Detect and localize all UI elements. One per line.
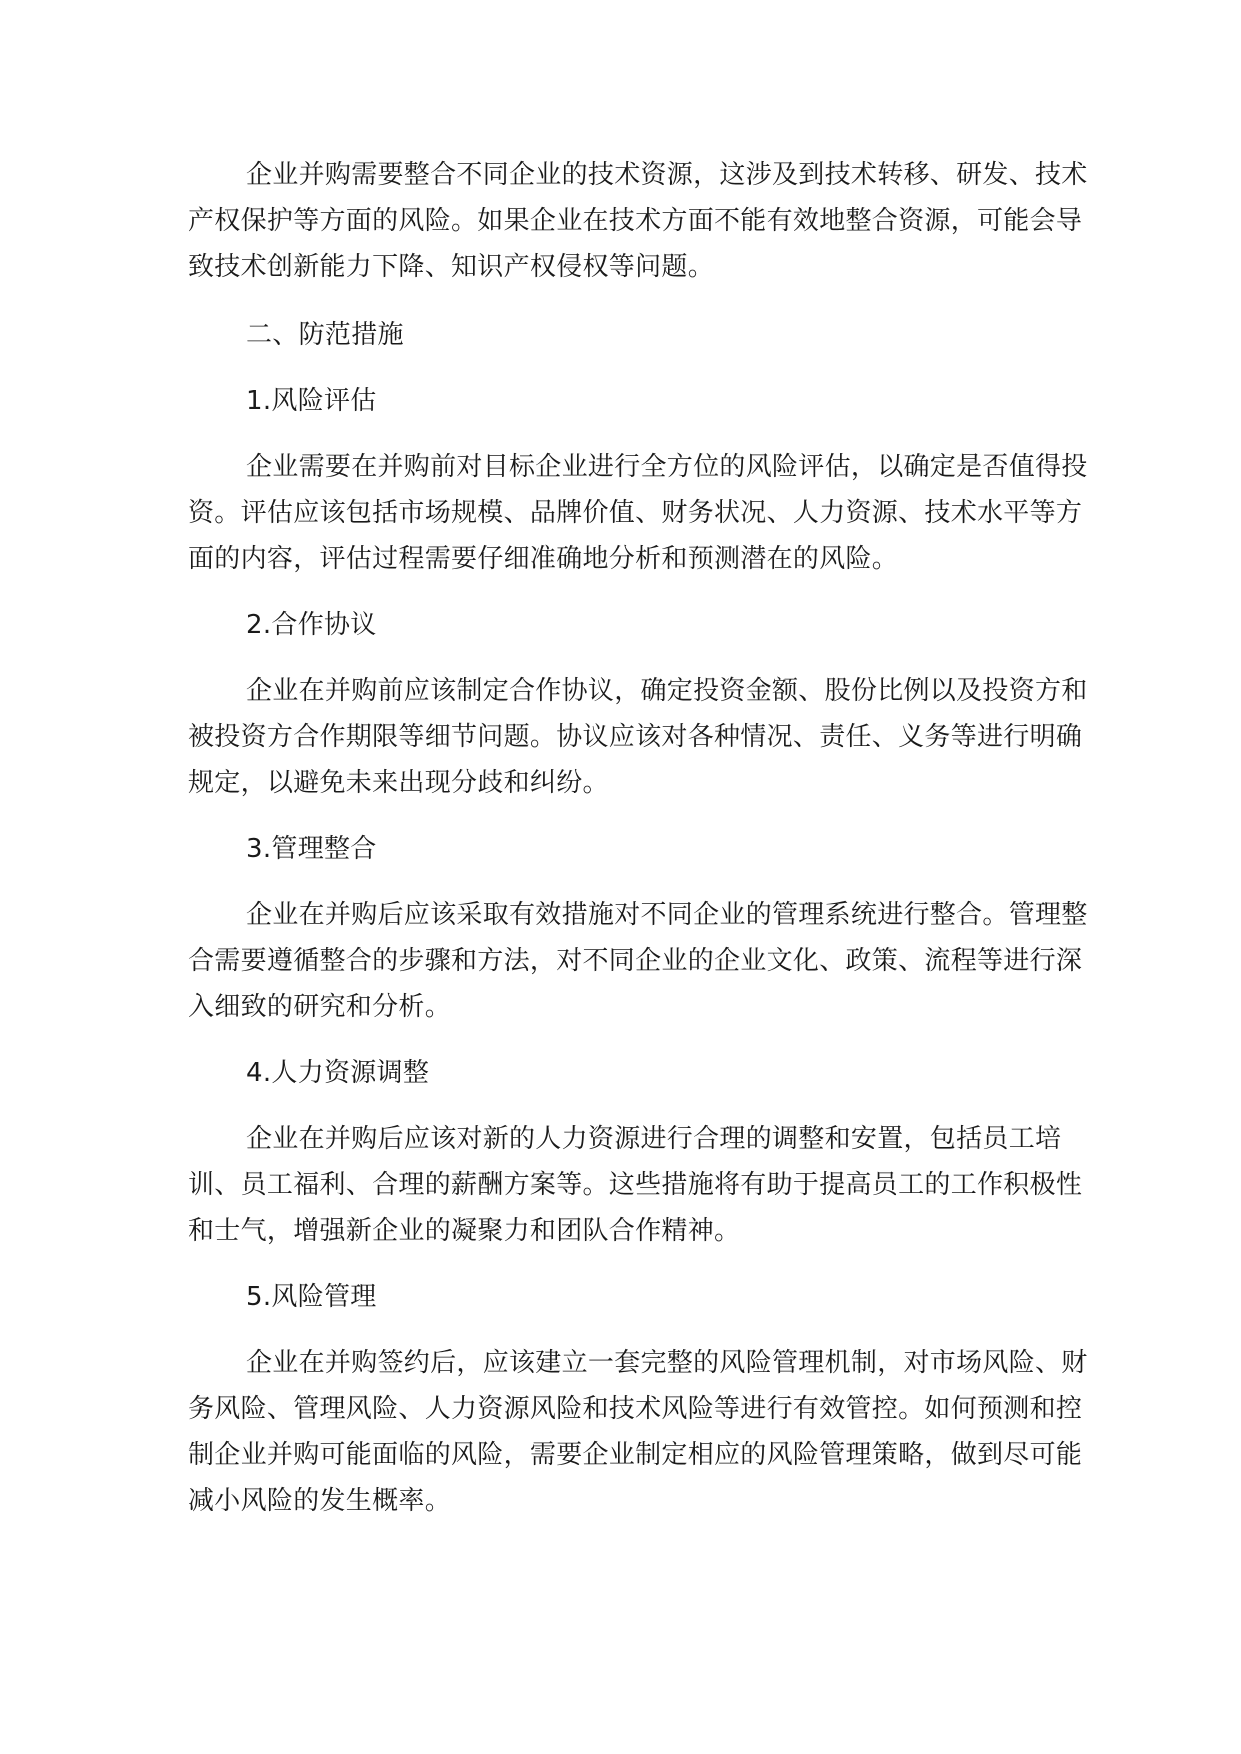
document-page: [188, 152, 1088, 1524]
paragraph-tech-integration-risk: 企业并购需要整合不同企业的技术资源，这涉及到技术转移、研发、技术产权保护等方面的风险。如果企业在技术方面不能有效地整合资源，可能会导致技术创新能力下降、知识产权侵权等问题。: [188, 160, 1088, 282]
subheading-management-integration: 3.管理整合: [246, 834, 377, 864]
paragraph-risk-management: 企业在并购签约后，应该建立一套完整的风险管理机制，对市场风险、财务风险、管理风险、人力资源风险和技术风险等进行有效管控。如何预测和控制企业并购可能面临的风险，需要企业制定相应的风险管理策略，做到尽可能减小风险的发生概率。: [188, 1348, 1088, 1516]
subheading-hr-adjustment: 4.人力资源调整: [246, 1058, 430, 1088]
subheading-risk-management: 5.风险管理: [246, 1282, 377, 1312]
paragraph-cooperation-agreement: 企业在并购前应该制定合作协议，确定投资金额、股份比例以及投资方和被投资方合作期限等细节问题。协议应该对各种情况、责任、义务等进行明确规定，以避免未来出现分歧和纠纷。: [188, 676, 1088, 798]
section-title-prevention-measures: 二、防范措施: [246, 320, 404, 350]
paragraph-management-integration: 企业在并购后应该采取有效措施对不同企业的管理系统进行整合。管理整合需要遵循整合的步骤和方法，对不同企业的企业文化、政策、流程等进行深入细致的研究和分析。: [188, 900, 1088, 1022]
paragraph-hr-adjustment: 企业在并购后应该对新的人力资源进行合理的调整和安置，包括员工培训、员工福利、合理的薪酬方案等。这些措施将有助于提高员工的工作积极性和士气，增强新企业的凝聚力和团队合作精神。: [188, 1124, 1083, 1246]
subheading-cooperation-agreement: 2.合作协议: [246, 610, 377, 640]
subheading-risk-assessment: 1.风险评估: [246, 386, 377, 416]
paragraph-risk-assessment: 企业需要在并购前对目标企业进行全方位的风险评估，以确定是否值得投资。评估应该包括市场规模、品牌价值、财务状况、人力资源、技术水平等方面的内容，评估过程需要仔细准确地分析和预测潜在的风险。: [188, 452, 1088, 574]
